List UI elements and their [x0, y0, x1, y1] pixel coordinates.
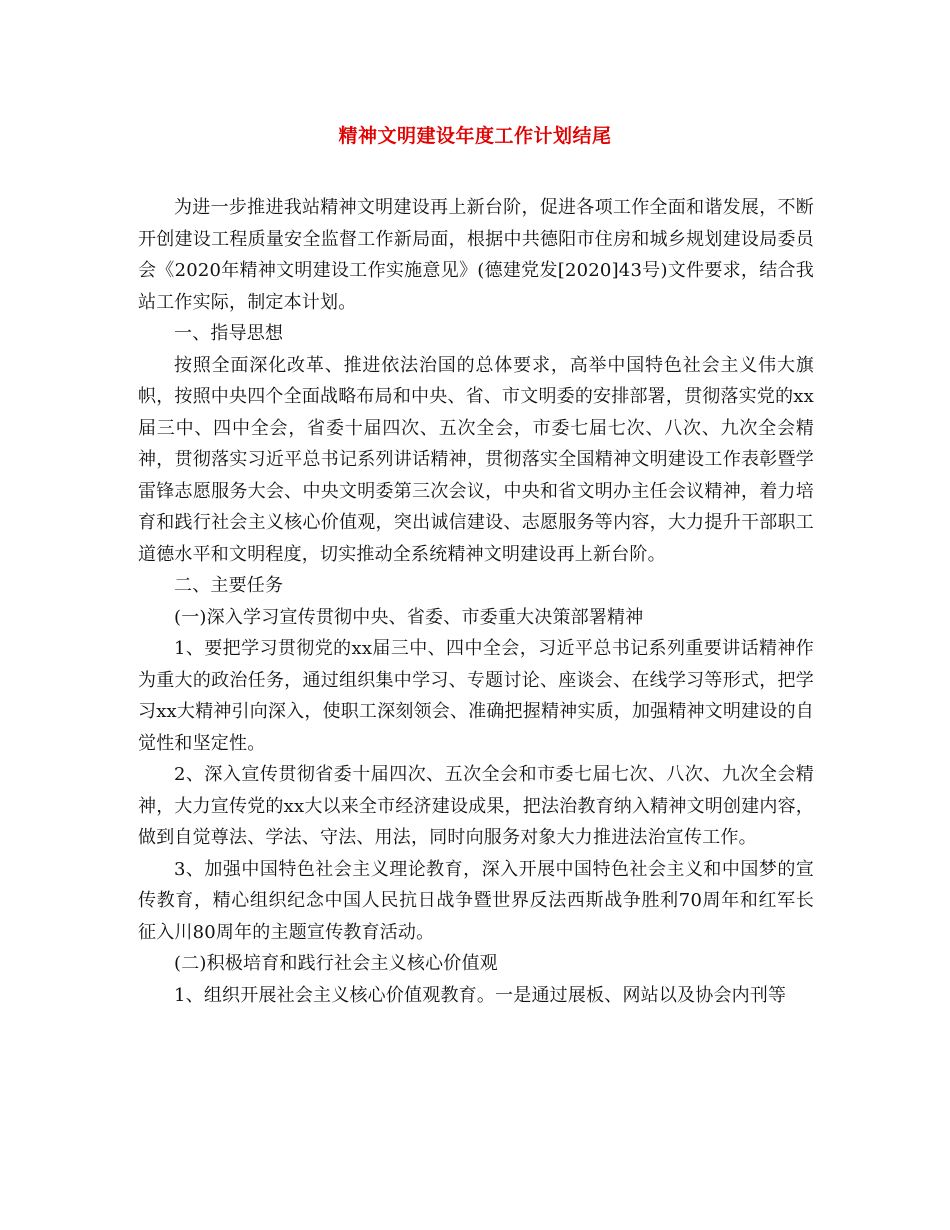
paragraph-task-1-3: 3、加强中国特色社会主义理论教育，深入开展中国特色社会主义和中国梦的宣传教育，精心组织纪念中国人民抗日战争暨世界反法西斯战争胜利70周年和红军长征入川80周年的主题宣传教育活动。 [138, 858, 814, 943]
document-title: 精神文明建设年度工作计划结尾 [338, 125, 612, 147]
section-heading-guiding-ideology: 一、指导思想 [174, 323, 284, 344]
section-heading-main-tasks: 二、主要任务 [174, 575, 284, 596]
subsection-heading-2: (二)积极培育和践行社会主义核心价值观 [174, 953, 498, 974]
paragraph-task-2-1: 1、组织开展社会主义核心价值观教育。一是通过展板、网站以及协会内刊等 [174, 984, 787, 1006]
paragraph-guiding-ideology: 按照全面深化改革、推进依法治国的总体要求，高举中国特色社会主义伟大旗帜，按照中央四个全面战略布局和中央、省、市文明委的安排部署，贯彻落实党的xx届三中、四中全会，省委十届四次、五次全会，市委七届七次、八次、九次全会精神，贯彻落实习近平总书记系列讲话精神，贯彻落实全国精神文明建设工作表彰暨学雷锋志愿服务大会、中央文明委第三次会议，中央和省文明办主任会议精神，着力培育和践行社会主义核心价值观，突出诚信建设、志愿服务等内容，大力提升干部职工道德水平和文明程度，切实推动全系统精神文明建设再上新台阶。 [138, 354, 814, 565]
paragraph-intro: 为进一步推进我站精神文明建设再上新台阶，促进各项工作全面和谐发展，不断开创建设工程质量安全监督工作新局面，根据中共德阳市住房和城乡规划建设局委员会《2020年精神文明建设工作实施意见》(德建党发[2020]43号)文件要求，结合我站工作实际，制定本计划。 [138, 197, 814, 313]
subsection-heading-1: (一)深入学习宣传贯彻中央、省委、市委重大决策部署精神 [174, 606, 644, 628]
paragraph-task-1-1: 1、要把学习贯彻党的xx届三中、四中全会，习近平总书记系列重要讲话精神作为重大的政治任务，通过组织集中学习、专题讨论、座谈会、在线学习等形式，把学习xx大精神引向深入，使职工深刻领会、准确把握精神实质，加强精神文明建设的自觉性和坚定性。 [138, 638, 814, 754]
paragraph-task-1-2: 2、深入宣传贯彻省委十届四次、五次全会和市委七届七次、八次、九次全会精神，大力宣传党的xx大以来全市经济建设成果，把法治教育纳入精神文明创建内容，做到自觉尊法、学法、守法、用法，同时向服务对象大力推进法治宣传工作。 [138, 764, 814, 848]
document-body [138, 192, 814, 1011]
